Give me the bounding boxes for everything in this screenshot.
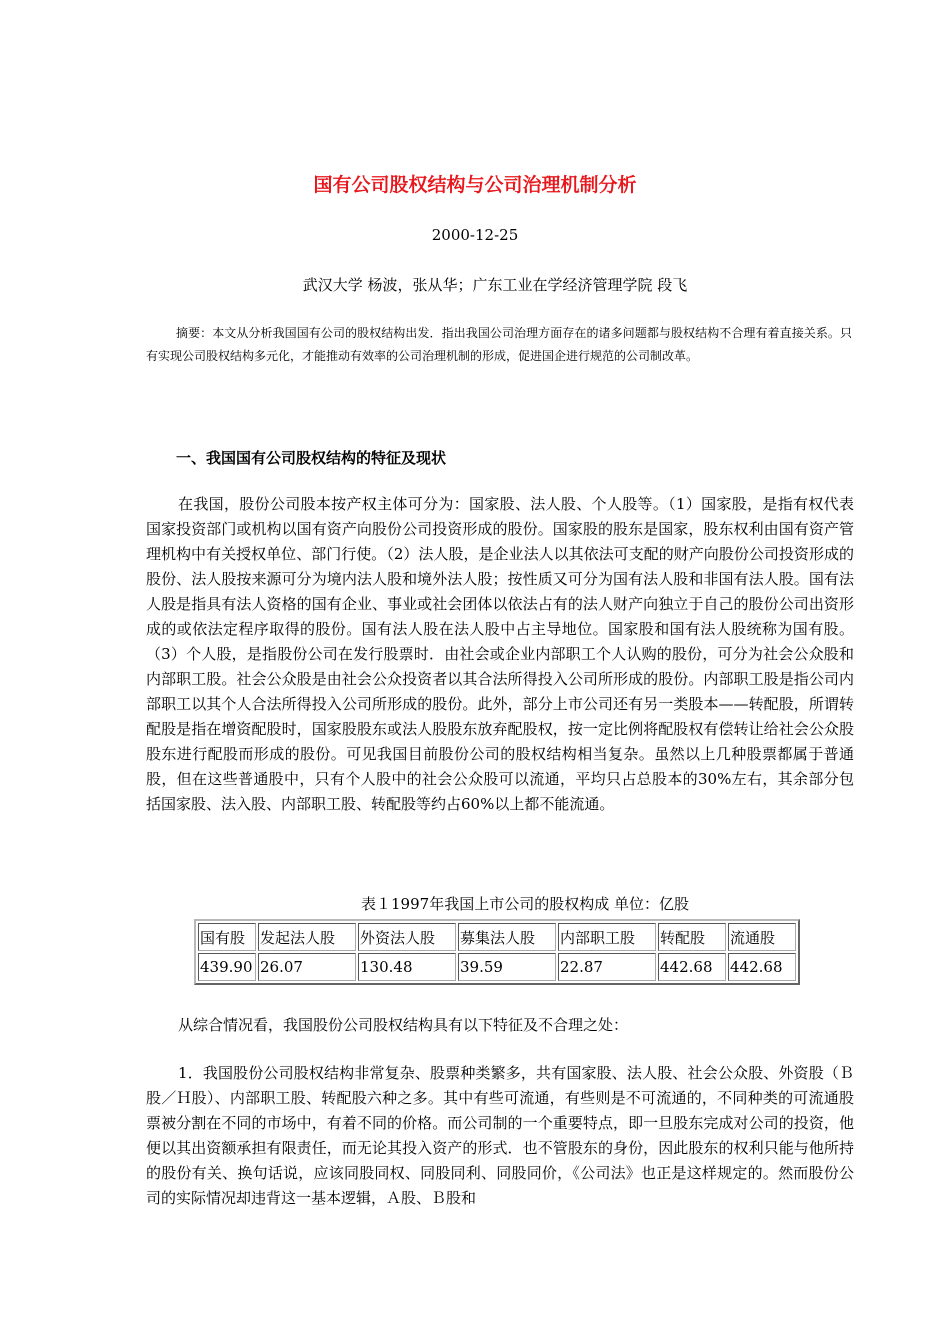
- header-cell: 发起法人股: [258, 923, 356, 951]
- article-abstract: 摘要：本文从分析我国国有公司的股权结构出发．指出我国公司治理方面存在的诸多问题都与股权结构不合理有着直接关系。只有实现公司股权结构多元化，才能推动有效率的公司治理机制的形成，促进国企进行规范的公司制改革。: [146, 326, 852, 363]
- article-date: 2000-12-25: [431, 226, 519, 244]
- value-cell: 442.68: [658, 953, 726, 981]
- value-cell: 130.48: [358, 953, 456, 981]
- body-paragraph-1: 在我国，股份公司股本按产权主体可分为：国家股、法人股、个人股等。（1）国家股，是指有权代表国家投资部门或机构以国有资产向股份公司投资形成的股份。国家股的股东是国家，股东权利由国有资产管理机构中有关授权单位、部门行使。（2）法人股，是企业法人以其依法可支配的财产向股份公司投资形成的股份、法人股按来源可分为境内法人股和境外法人股；按性质又可分为国有法人股和非国有法人股。国有法人股是指具有法人资格的国有企业、事业或社会团体以依法占有的法人财产向独立于自己的股份公司出资形成的或依法定程序取得的股份。国有法人股在法人股中占主导地位。国家股和国有法人股统称为国有股。（3）个人股，是指股份公司在发行股票时．由社会或企业内部职工个人认购的股份，可分为社会公众股和内部职工股。社会公众股是由社会公众投资者以其合法所得投入公司所形成的股份。内部职工股是指公司内部职工以其个人合法所得投入公司所形成的股份。此外，部分上市公司还有另一类股本——转配股，所谓转配股是指在增资配股时，国家股股东或法人股股东放弃配股权，按一定比例将配股权有偿转让给社会公众股股东进行配股而形成的股份。可见我国目前股份公司的股权结构相当复杂。虽然以上几种股票都属于普通股，但在这些普通股中，只有个人股中的社会公众股可以流通，平均只占总股本的30%左右，其余部分包括国家股、法入股、内部职工股、转配股等约占60%以上都不能流通。: [146, 495, 854, 813]
- body-paragraph-2: 从综合情况看，我国股份公司股权结构具有以下特征及不合理之处：: [178, 1016, 629, 1034]
- header-cell: 国有股: [198, 923, 256, 951]
- header-cell: 转配股: [658, 923, 726, 951]
- value-cell: 39.59: [458, 953, 556, 981]
- body-paragraph-3: 1．我国股份公司股权结构非常复杂、股票种类繁多，共有国家股、法人股、社会公众股、外资股（Ｂ股／Ｈ股）、内部职工股、转配股六种之多。其中有些可流通，有些则是不可流通的，不同种类的可流通股票被分割在不同的市场中，有着不同的价格。而公司制的一个重要特点，即一旦股东完成对公司的投资，他便以其出资额承担有限责任，而无论其投入资产的形式．也不管股东的身份，因此股东的权利只能与他所持的股份有关、换句话说，应该同股同权、同股同利、同股同价，《公司法》也正是这样规定的。然而股份公司的实际情况却违背这一基本逻辑，Ａ股、Ｂ股和: [146, 1064, 854, 1207]
- value-cell: 22.87: [558, 953, 656, 981]
- header-cell: 募集法人股: [458, 923, 556, 951]
- header-cell: 内部职工股: [558, 923, 656, 951]
- value-cell: 439.90: [198, 953, 256, 981]
- article-title: 国有公司股权结构与公司治理机制分析: [313, 174, 637, 196]
- header-cell: 流通股: [728, 923, 796, 951]
- table-caption: 表１1997年我国上市公司的股权构成 单位：亿股: [361, 895, 689, 913]
- table-row: [198, 953, 796, 981]
- section-heading: 一、我国国有公司股权结构的特征及现状: [176, 449, 447, 467]
- value-cell: 442.68: [728, 953, 796, 981]
- equity-structure-table: [194, 919, 800, 985]
- table-header-row: [198, 923, 796, 951]
- header-cell: 外资法人股: [358, 923, 456, 951]
- value-cell: 26.07: [258, 953, 356, 981]
- article-authors: 武汉大学 杨波，张从华；广东工业在学经济管理学院 段飞: [302, 276, 688, 294]
